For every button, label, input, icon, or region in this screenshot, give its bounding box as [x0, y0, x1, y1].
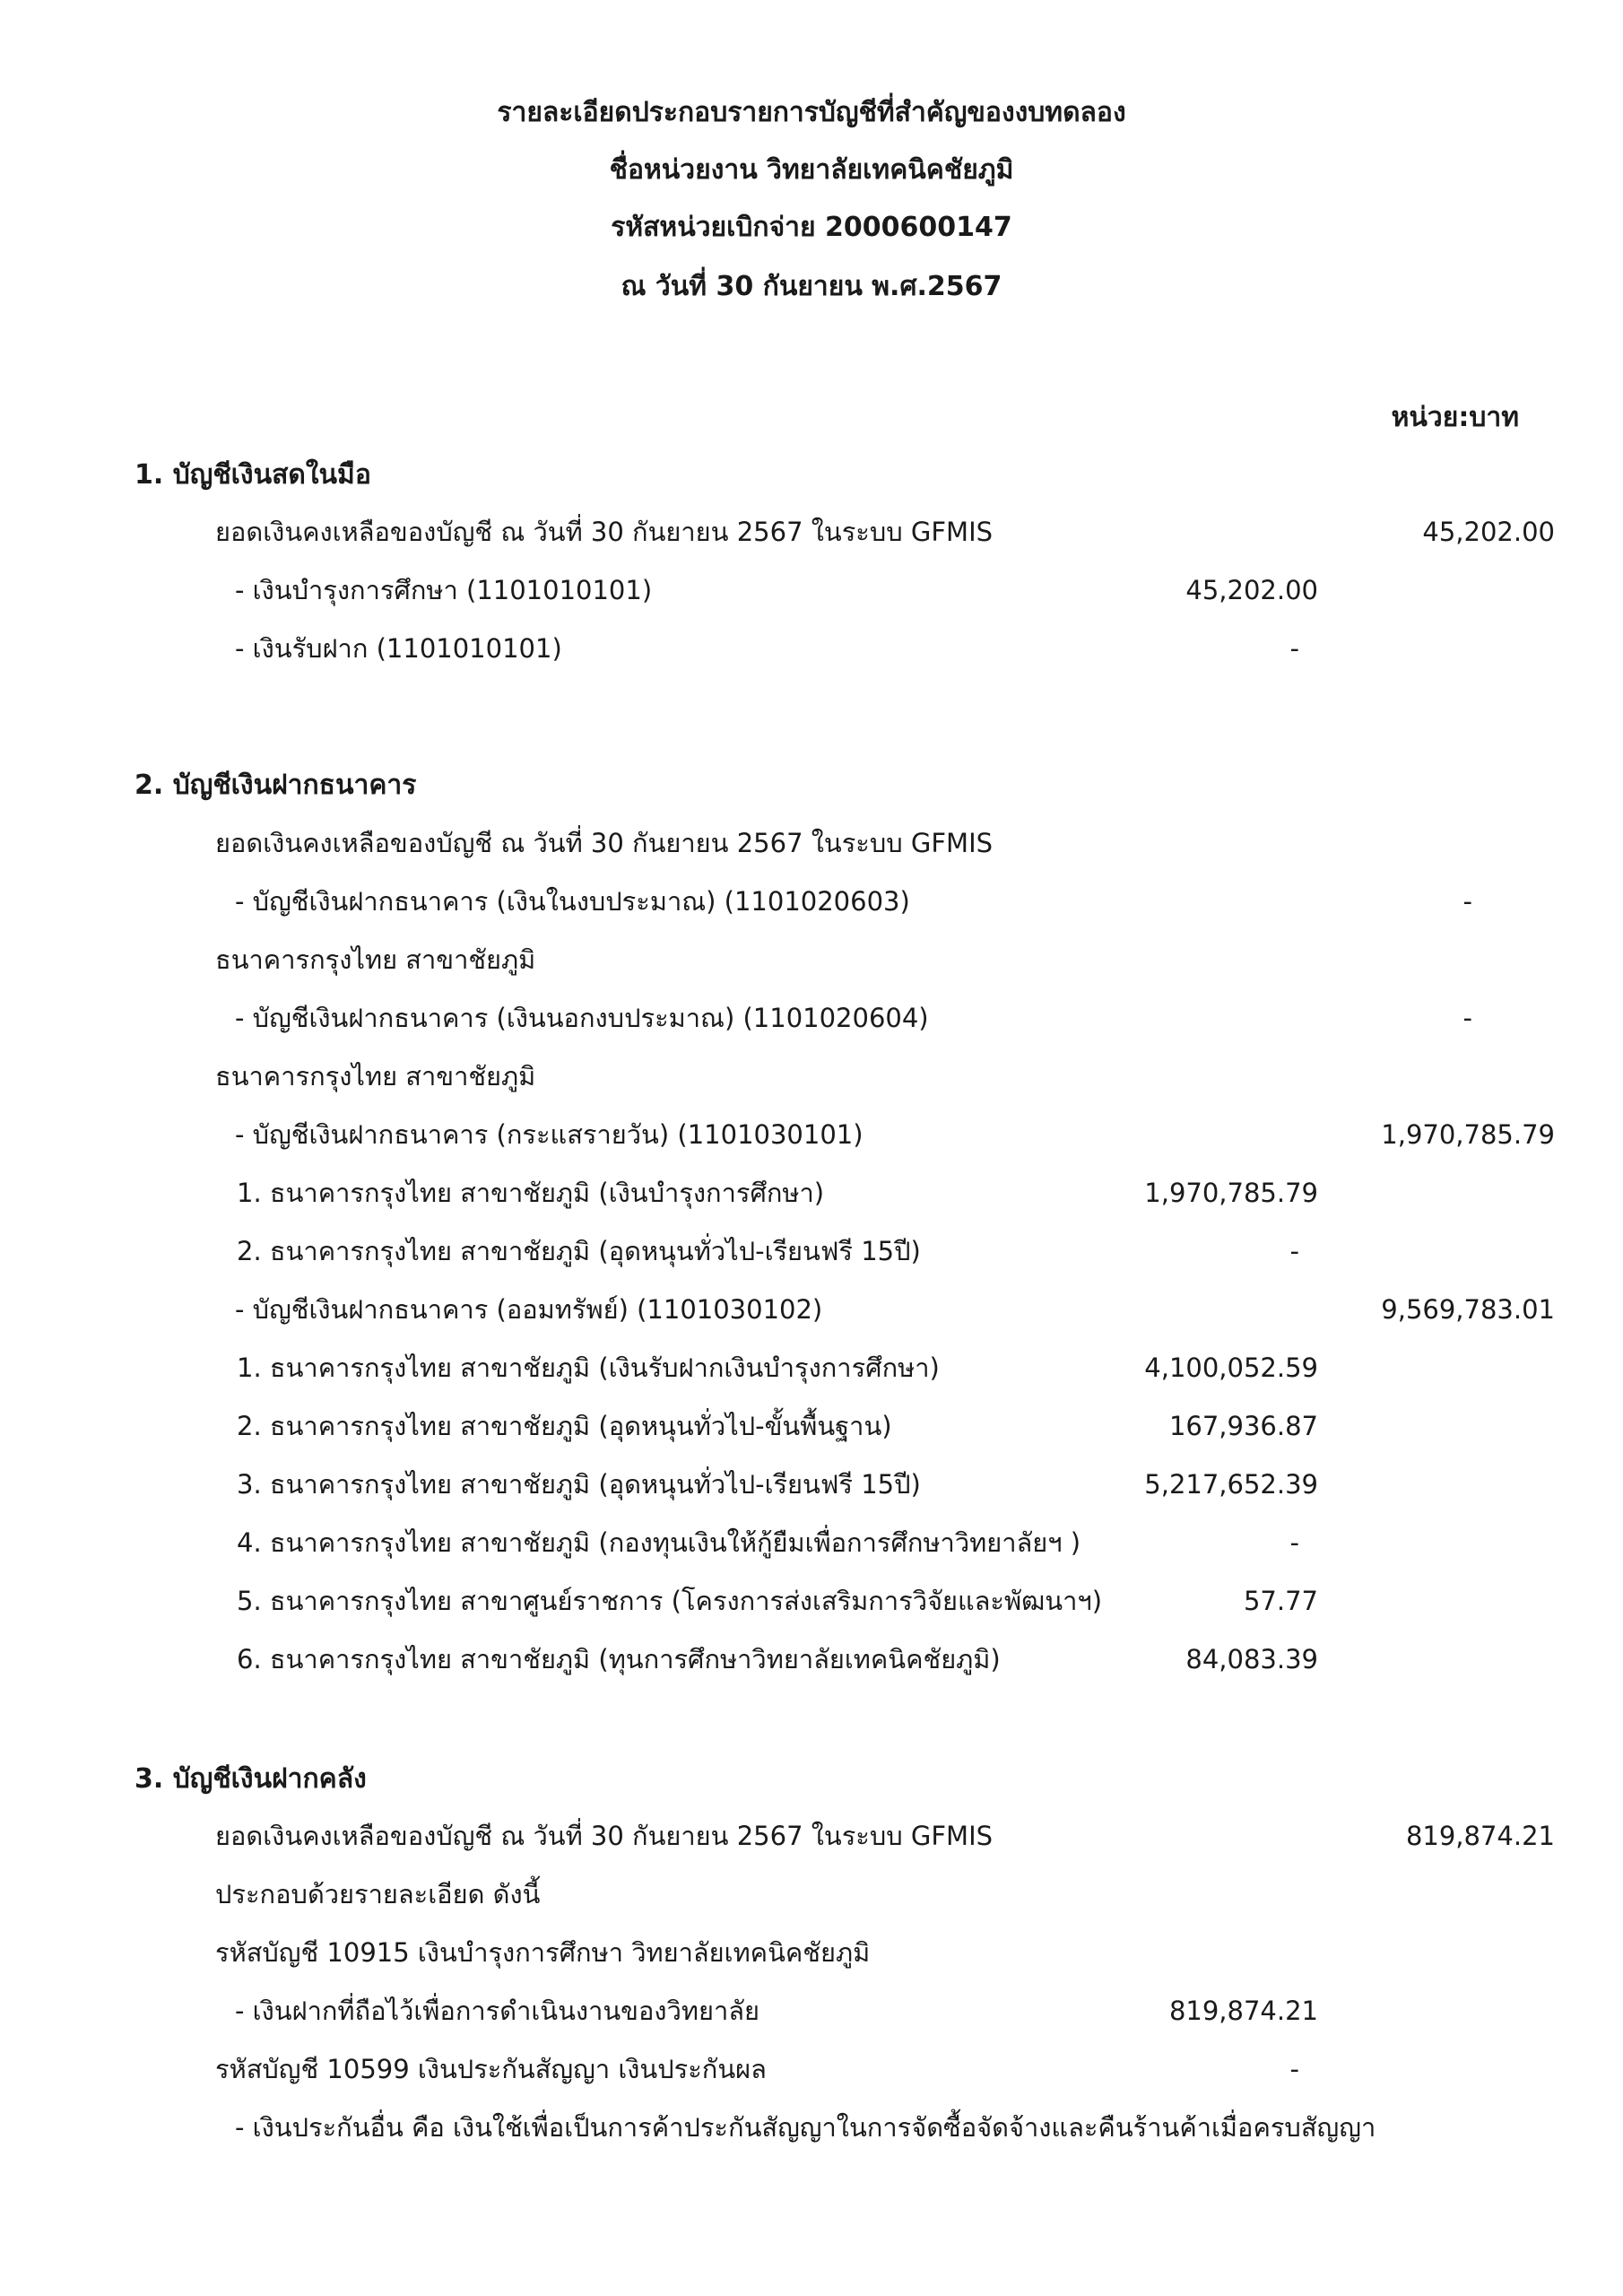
savings-item-row	[0, 1462, 1623, 1507]
savings-item-row	[0, 1578, 1623, 1623]
item-amount: 167,936.87	[1168, 1411, 1318, 1441]
balance-label: ยอดเงินคงเหลือของบัญชี ณ วันที่ 30 กันยายน 2567 ในระบบ GFMIS	[215, 1821, 994, 1851]
item-amount: -	[1289, 633, 1299, 664]
code2-item-row	[0, 2105, 1623, 2150]
account-total: -	[1462, 886, 1472, 917]
item-label: 2. ธนาคารกรุงไทย สาขาชัยภูมิ (อุดหนุนทั่วไป-เรียนฟรี 15ปี)	[237, 1236, 921, 1266]
account-code-label: รหัสบัญชี 10915 เงินบำรุงการศึกษา วิทยาลัยเทคนิคชัยภูมิ	[215, 1937, 871, 1968]
section-1-balance-row	[0, 509, 1623, 554]
account-code-row	[0, 2047, 1623, 2092]
section-2-balance-row	[0, 821, 1623, 865]
account-label: - บัญชีเงินฝากธนาคาร (เงินนอกงบประมาณ) (1101020604)	[235, 1003, 929, 1033]
item-label: 2. ธนาคารกรุงไทย สาขาชัยภูมิ (อุดหนุนทั่วไป-ขั้นพื้นฐาน)	[237, 1411, 892, 1441]
item-amount: 57.77	[1243, 1586, 1318, 1616]
agency-name: ชื่อหน่วยงาน วิทยาลัยเทคนิคชัยภูมิ	[609, 154, 1014, 186]
item-label: 6. ธนาคารกรุงไทย สาขาชัยภูมิ (ทุนการศึกษาวิทยาลัยเทคนิคชัยภูมิ)	[237, 1644, 1001, 1674]
item-amount: 4,100,052.59	[1144, 1352, 1318, 1383]
item-label: - เงินฝากที่ถือไว้เพื่อการดำเนินงานของวิทยาลัย	[235, 1996, 760, 2026]
item-amount: -	[1289, 1236, 1299, 1266]
budget-account-row	[0, 879, 1623, 924]
item-label: 5. ธนาคารกรุงไทย สาขาศูนย์ราชการ (โครงการส่งเสริมการวิจัยและพัฒนาฯ)	[237, 1586, 1103, 1616]
current-account-row	[0, 1112, 1623, 1157]
savings-item-row	[0, 1345, 1623, 1390]
savings-account-row	[0, 1287, 1623, 1332]
item-label: - เงินบำรุงการศึกษา (1101010101)	[235, 575, 653, 605]
section-2-title: 2. บัญชีเงินฝากธนาคาร	[135, 770, 417, 801]
offbudget-account-row	[0, 996, 1623, 1040]
item-label: - เงินรับฝาก (1101010101)	[235, 633, 562, 664]
item-amount: 1,970,785.79	[1144, 1178, 1318, 1208]
disbursement-code: รหัสหน่วยเบิกจ่าย 2000600147	[611, 212, 1012, 243]
item-label: 4. ธนาคารกรุงไทย สาขาชัยภูมิ (กองทุนเงินให้กู้ยืมเพื่อการศึกษาวิทยาลัยฯ )	[237, 1527, 1081, 1558]
item-label: 1. ธนาคารกรุงไทย สาขาชัยภูมิ (เงินบำรุงการศึกษา)	[237, 1178, 825, 1208]
bank-name-row	[0, 1054, 1623, 1099]
section-1-title: 1. บัญชีเงินสดในมือ	[135, 459, 371, 491]
unit-label: หน่วย:บาท	[1391, 402, 1519, 433]
code1-item-row	[0, 1988, 1623, 2033]
item-label: 3. ธนาคารกรุงไทย สาขาชัยภูมิ (อุดหนุนทั่วไป-เรียนฟรี 15ปี)	[237, 1469, 921, 1500]
bank-name: ธนาคารกรุงไทย สาขาชัยภูมิ	[215, 944, 536, 975]
item-amount: 5,217,652.39	[1144, 1469, 1318, 1500]
savings-item-row	[0, 1520, 1623, 1565]
section-1-item-row	[0, 568, 1623, 613]
current-item-row	[0, 1229, 1623, 1274]
account-label: - บัญชีเงินฝากธนาคาร (กระแสรายวัน) (1101030101)	[235, 1119, 864, 1150]
details-row	[0, 1872, 1623, 1917]
account-code-row	[0, 1930, 1623, 1975]
item-label: 1. ธนาคารกรุงไทย สาขาชัยภูมิ (เงินรับฝากเงินบำรุงการศึกษา)	[237, 1352, 940, 1383]
account-total: 1,970,785.79	[1381, 1119, 1555, 1150]
report-title: รายละเอียดประกอบรายการบัญชีที่สำคัญของงบทดลอง	[497, 97, 1126, 128]
section-3-balance-row	[0, 1813, 1623, 1858]
account-label: - บัญชีเงินฝากธนาคาร (ออมทรัพย์) (1101030102)	[235, 1294, 823, 1325]
account-code-amount: -	[1289, 2054, 1299, 2084]
item-amount: 819,874.21	[1168, 1996, 1318, 2026]
details-label: ประกอบด้วยรายละเอียด ดังนี้	[215, 1879, 541, 1909]
item-amount: 45,202.00	[1185, 575, 1318, 605]
report-date: ณ วันที่ 30 กันยายน พ.ศ.2567	[621, 271, 1002, 302]
balance-label: ยอดเงินคงเหลือของบัญชี ณ วันที่ 30 กันยายน 2567 ในระบบ GFMIS	[215, 828, 994, 858]
bank-name: ธนาคารกรุงไทย สาขาชัยภูมิ	[215, 1061, 536, 1091]
balance-total: 819,874.21	[1405, 1821, 1555, 1851]
balance-total: 45,202.00	[1422, 517, 1555, 547]
bank-name-row	[0, 937, 1623, 982]
item-amount: 84,083.39	[1185, 1644, 1318, 1674]
section-1-item-row	[0, 626, 1623, 671]
item-label: - เงินประกันอื่น คือ เงินใช้เพื่อเป็นการค้าประกันสัญญาในการจัดซื้อจัดจ้างและคืนร้านค้าเมื่อครบสัญญา	[235, 2112, 1376, 2143]
item-amount: -	[1289, 1527, 1299, 1558]
balance-label: ยอดเงินคงเหลือของบัญชี ณ วันที่ 30 กันยายน 2567 ในระบบ GFMIS	[215, 517, 994, 547]
savings-item-row	[0, 1404, 1623, 1448]
section-3-title: 3. บัญชีเงินฝากคลัง	[135, 1763, 367, 1795]
account-total: -	[1462, 1003, 1472, 1033]
savings-item-row	[0, 1637, 1623, 1682]
account-label: - บัญชีเงินฝากธนาคาร (เงินในงบประมาณ) (1101020603)	[235, 886, 910, 917]
account-code-label: รหัสบัญชี 10599 เงินประกันสัญญา เงินประกันผล	[215, 2054, 767, 2084]
current-item-row	[0, 1170, 1623, 1215]
account-total: 9,569,783.01	[1381, 1294, 1555, 1325]
